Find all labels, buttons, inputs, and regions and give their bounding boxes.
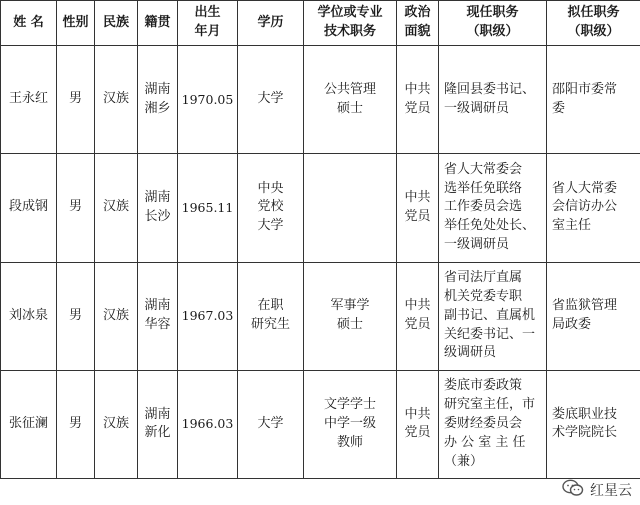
cell-birth: 1967.03 — [178, 262, 238, 370]
cell-ethnicity: 汉族 — [95, 46, 138, 154]
table-row — [1, 262, 640, 370]
cell-birth: 1966.03 — [178, 370, 238, 478]
header-education: 学历 — [238, 1, 304, 46]
cell-origin: 湖南 新化 — [138, 370, 178, 478]
header-party: 政治 面貌 — [397, 1, 439, 46]
wechat-icon — [562, 479, 584, 501]
header-origin: 籍贯 — [138, 1, 178, 46]
watermark — [562, 479, 632, 501]
cell-proposed-post: 省监狱管理 局政委 — [547, 262, 640, 370]
cell-education: 在职 研究生 — [238, 262, 304, 370]
table-row — [1, 154, 640, 262]
cell-name: 张征澜 — [1, 370, 57, 478]
cell-name: 王永红 — [1, 46, 57, 154]
cell-current-post: 省人大常委会 选举任免联络 工作委员会选 举任免处处长、 一级调研员 — [439, 154, 547, 262]
cell-party: 中共 党员 — [397, 370, 439, 478]
header-ethnicity: 民族 — [95, 1, 138, 46]
table-row — [1, 370, 640, 478]
cell-party: 中共 党员 — [397, 46, 439, 154]
cell-origin: 湖南 湘乡 — [138, 46, 178, 154]
header-name: 姓 名 — [1, 1, 57, 46]
cell-birth: 1965.11 — [178, 154, 238, 262]
cell-gender: 男 — [57, 262, 95, 370]
cell-origin: 湖南 长沙 — [138, 154, 178, 262]
cell-origin: 湖南 华容 — [138, 262, 178, 370]
cell-ethnicity: 汉族 — [95, 154, 138, 262]
cell-proposed-post: 省人大常委 会信访办公 室主任 — [547, 154, 640, 262]
cell-degree: 军事学 硕士 — [304, 262, 397, 370]
cell-party: 中共 党员 — [397, 154, 439, 262]
header-degree: 学位或专业 技术职务 — [304, 1, 397, 46]
cell-ethnicity: 汉族 — [95, 370, 138, 478]
cell-proposed-post: 娄底职业技 术学院院长 — [547, 370, 640, 478]
cell-birth: 1970.05 — [178, 46, 238, 154]
cell-degree: 文学学士 中学一级 教师 — [304, 370, 397, 478]
cell-degree — [304, 154, 397, 262]
cell-education: 大学 — [238, 46, 304, 154]
header-row — [1, 1, 640, 46]
header-birth: 出生 年月 — [178, 1, 238, 46]
cell-education: 大学 — [238, 370, 304, 478]
cell-name: 刘冰泉 — [1, 262, 57, 370]
cell-gender: 男 — [57, 370, 95, 478]
cell-gender: 男 — [57, 154, 95, 262]
watermark-text: 红星云 — [590, 483, 632, 499]
header-current-post: 现任职务 （职级） — [439, 1, 547, 46]
cell-education: 中央 党校 大学 — [238, 154, 304, 262]
cell-current-post: 隆回县委书记、 一级调研员 — [439, 46, 547, 154]
cell-ethnicity: 汉族 — [95, 262, 138, 370]
cell-gender: 男 — [57, 46, 95, 154]
cell-current-post: 娄底市委政策 研究室主任，市 委财经委员会 办 公 室 主 任 （兼） — [439, 370, 547, 478]
header-gender: 性别 — [57, 1, 95, 46]
table-row — [1, 46, 640, 154]
cell-party: 中共 党员 — [397, 262, 439, 370]
cell-degree: 公共管理 硕士 — [304, 46, 397, 154]
cell-current-post: 省司法厅直属 机关党委专职 副书记、直属机 关纪委书记、一 级调研员 — [439, 262, 547, 370]
cell-name: 段成钢 — [1, 154, 57, 262]
cell-proposed-post: 邵阳市委常 委 — [547, 46, 640, 154]
header-proposed-post: 拟任职务 （职级） — [547, 1, 640, 46]
